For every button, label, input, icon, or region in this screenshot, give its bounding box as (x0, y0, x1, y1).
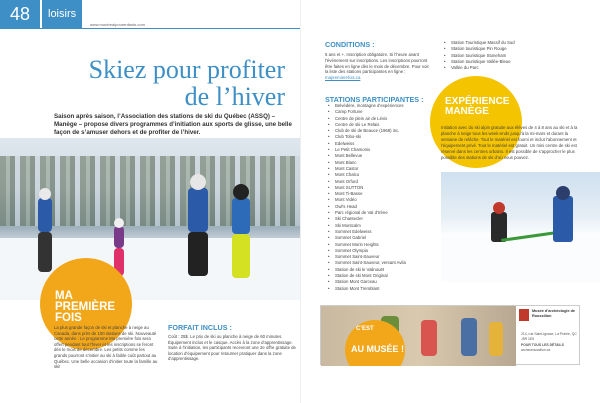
forfait-heading: FORFAIT INCLUS : (168, 323, 232, 332)
first-time-line-2: PREMIÈRE (55, 301, 116, 313)
station-item: • Centre de ski Le Relais (325, 122, 435, 128)
station-item: • Station touristique Vallée-Bleue (441, 59, 571, 65)
article-title (40, 56, 285, 110)
stations-list-1 (325, 103, 435, 292)
kids-snow-photo (441, 172, 600, 282)
title-line-1: Skiez pour profiter (88, 55, 285, 84)
station-item: • Edelweiss (325, 141, 435, 147)
station-item: • Sommet Saint-Sauveur, versant Avila (325, 260, 435, 266)
conditions-text: 5 ans et +. Inscription obligatoire. Si l’heure avant l’événement sur inscriptions. Les inscriptions pourront être faites en ligne dès le mois de décembre. Pour voir la liste des stations participantes en ligne : (325, 52, 429, 75)
header-rule (0, 28, 300, 29)
station-item: • Centre de plein air de Lévis (325, 116, 435, 122)
museum-details (521, 332, 579, 352)
child-figure-3 (461, 318, 477, 356)
kids-skiing-photo (0, 138, 300, 300)
station-item: • Sommet Gabriel (325, 235, 435, 241)
station-item: • Station de ski Mont Original (325, 273, 435, 279)
museum-site[interactable]: archeoroussillon.ca (521, 347, 551, 352)
helmet-kid-3 (233, 184, 249, 200)
first-time-heading (55, 291, 135, 324)
instructor (188, 188, 208, 232)
station-item: • Station Mont Garceau (325, 279, 435, 285)
station-item: • Sommet Olympia (325, 248, 435, 254)
forfait-section (168, 323, 296, 362)
experience-text: Initiation avec du ski alpin gratuite aux élèves de 4 à 8 ans au ski et à la planche à neige tous les week-ends jusqu’à la mi-mars et durant la semaine de relâche. Tout le matériel est fourni et inclut l’abonnement et l’équipement privé. Tout le matériel est gratuit. Un mini centre de ski est réservé dans les centres urbains. Il est possible de s’approcher le plus possible des stations de ski d’où vous pouvez. (441, 125, 578, 160)
helmet-kid-1 (39, 188, 51, 200)
child-helmet (493, 202, 505, 214)
page-number: 48 (0, 0, 40, 28)
adult-helmet (556, 186, 570, 200)
station-item: • Station touristique Pin Rouge (441, 46, 571, 52)
museum-ad-cest: C’EST (356, 326, 374, 332)
first-time-line-1: MA (55, 290, 73, 302)
station-item: • Mont Castor (325, 166, 435, 172)
experience-line-1: EXPÉRIENCE (445, 96, 510, 107)
snow-ground-right (441, 237, 600, 282)
station-item: • Mont Chalco (325, 172, 435, 178)
site-url: www.montrealpourenfants.com (90, 22, 145, 27)
instructor-legs (188, 232, 208, 276)
station-item: • Sommet Saint-Sauveur (325, 254, 435, 260)
station-item: • Station touristique Stoneham (441, 53, 571, 59)
first-time-line-3: FOIS (55, 312, 82, 324)
station-item: • Mont Ti-Basse (325, 191, 435, 197)
station-item: • Le Petit Chamonix (325, 147, 435, 153)
child-figure-2 (421, 320, 437, 356)
station-item: • Mont Bellevue (325, 153, 435, 159)
experience-heading (445, 97, 525, 117)
museum-info-label: POUR TOUS LES DÉTAILS (521, 343, 564, 347)
museum-ad-photo (321, 306, 516, 366)
station-item: • Sommet Morin Heights (325, 242, 435, 248)
first-time-text: La plus grande façon de ski et planche à neige au Canada, dans près de 100 stations de ski. Nouveauté cette année : Le programme Ma première fois sera offert pendant tout l’hiver et les inscriptions se feront dès le mois de décembre. Les petits comme les grands pourront s’initier au ski à faible coût partout au Québec. Une belle occasion d’initier toute la famille au ski! (54, 325, 158, 370)
skier-kid-3-legs (232, 234, 250, 278)
museum-ad-info (517, 306, 581, 366)
station-item: • Club de ski de Beauce (1968) inc. (325, 128, 435, 134)
station-item: • Mont Orford (325, 179, 435, 185)
station-item: • Vallée du Parc (441, 65, 571, 71)
conditions-section (325, 40, 433, 81)
title-line-2: de l’hiver (184, 82, 285, 111)
experience-line-2: MANÈGE (445, 106, 489, 117)
conditions-link[interactable]: mapremierefois.ca (325, 75, 361, 81)
adult-skier (553, 196, 573, 242)
station-item: • Club Tobo-ski (325, 134, 435, 140)
page-gutter (300, 0, 301, 403)
station-item: • Station de ski le Valinouët (325, 267, 435, 273)
skier-kid-2 (114, 226, 124, 248)
skier-kid-1 (38, 198, 52, 232)
helmet-kid-2 (114, 218, 124, 228)
skier-kid-3 (232, 198, 250, 234)
forfait-text: Coût : 25$. Le prix de ski ou planche à neige de 60 minutes. Équipement inclus et le casque. Accès à la zone d’apprentissage. Suite à l’initiation, les participants recevront une 2e offre gratuite de location d’équipement pour retourner pratiquer dans la zone d’apprentissage. (168, 334, 296, 362)
helmet-instructor (190, 174, 206, 190)
museum-ad-headline: AU MUSÉE ! (351, 344, 405, 354)
station-item: • Station Mont Tremblant (325, 286, 435, 292)
child-figure-4 (489, 322, 503, 356)
museum-logo-icon (519, 309, 529, 321)
section-tag: loisirs (42, 0, 82, 28)
museum-ad[interactable] (320, 305, 580, 365)
station-item: • Belvédère, montagne d’expériences (325, 103, 435, 109)
stations-list-2 (441, 40, 571, 71)
museum-name: Musée d’archéologie de Roussillon (532, 309, 576, 318)
article-intro: Saison après saison, l’Association des stations de ski du Québec (ASSQ) – Manège – propose divers programmes d’initiation aux sports de glisse, une belle façon de s’amuser dehors et de profiter de l’hiver. (54, 113, 292, 136)
conditions-heading: CONDITIONS : (325, 40, 375, 49)
station-item: • Camp Fortune (325, 109, 435, 115)
station-item: • Owl’s Head (325, 204, 435, 210)
station-item: • Parc régional de Val d’Irène (325, 210, 435, 216)
station-item: • Mont Vidéo (325, 197, 435, 203)
museum-address: 214, rue Saint-Ignace, La Prairie, QC J5R 1E5 (521, 332, 577, 341)
station-item: • Ski Chantecler (325, 216, 435, 222)
station-item: • Station Touristique Massif du Sud (441, 40, 571, 46)
station-item: • Mont SUTTON (325, 185, 435, 191)
station-item: • Sommet Edelweiss (325, 229, 435, 235)
stations-heading: STATIONS PARTICIPANTES : (325, 95, 424, 104)
station-item: • Ski Montcalm (325, 223, 435, 229)
station-item: • Mont Blanc (325, 160, 435, 166)
skier-kid-1-legs (38, 232, 52, 272)
